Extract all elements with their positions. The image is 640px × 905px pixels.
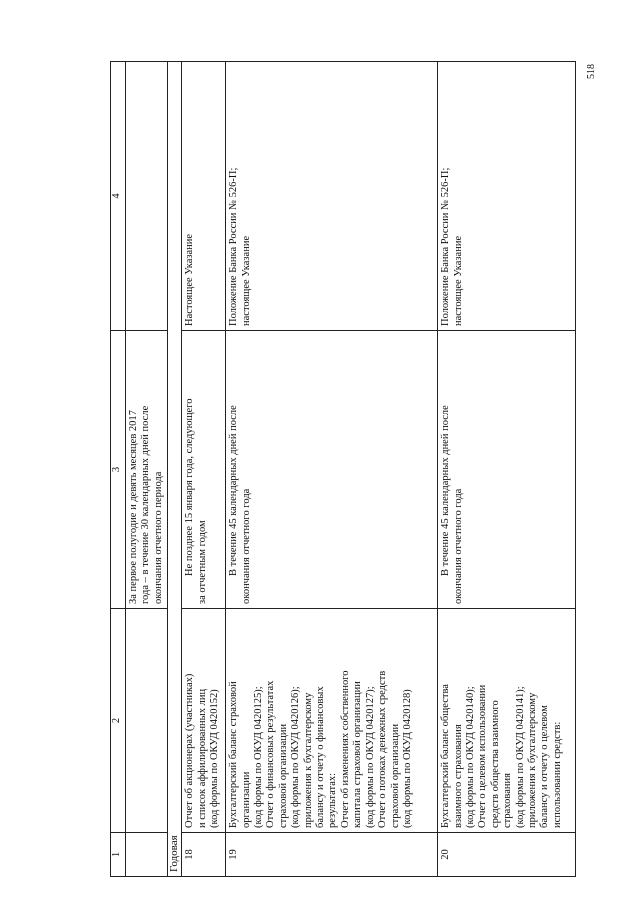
continuation-line: окончания отчетного периода (152, 471, 164, 604)
text-line: окончания отчетного года (240, 488, 252, 604)
continuation-line: За первое полугодие и девять месяцев 2017 (128, 410, 139, 604)
basis-cell (226, 62, 438, 331)
text-line: приложения к бухгалтерскому (302, 692, 314, 828)
continuation-line: года – в течение 30 календарных дней после (140, 405, 152, 604)
text-line: за отчетным годом (196, 520, 208, 604)
text-line: Бухгалтерский баланс страховой (228, 681, 240, 828)
continuation-col1 (126, 833, 168, 877)
text-line: (код формы по ОКУД 0420125); (253, 686, 265, 828)
text-line: использовании средств: (551, 721, 563, 828)
deadline-cell (438, 331, 576, 609)
text-line: (код формы по ОКУД 0420152) (209, 689, 221, 828)
continuation-col3 (126, 331, 168, 609)
text-line: Отчет об изменениях собственного (339, 670, 351, 828)
text-line: средств общества взаимного (489, 700, 501, 828)
header-col-2: 2 (111, 609, 126, 833)
text-line: страхования (502, 773, 514, 828)
text-line: окончания отчетного года (452, 488, 464, 604)
continuation-row (126, 62, 168, 877)
text-line: (код формы по ОКУД 0420141); (514, 686, 526, 828)
text-line: балансу и отчету о целевом (539, 705, 551, 828)
text-line: Отчет о потоках денежных средств (377, 670, 389, 828)
form-name-cell (182, 609, 226, 833)
header-col-3: 3 (111, 331, 126, 609)
text-line: Настоящее Указание (184, 233, 196, 326)
form-name-cell (226, 609, 438, 833)
form-name-cell (438, 609, 576, 833)
text-line: организации (240, 771, 252, 828)
text-line: Отчет о целевом использовании (477, 684, 489, 828)
header-col-4: 4 (111, 62, 126, 331)
basis-cell (438, 62, 576, 331)
text-line: взаимного страхования (452, 724, 464, 828)
header-col-1: 1 (111, 833, 126, 877)
text-line: Бухгалтерский баланс общества (440, 684, 452, 828)
text-line: В течение 45 календарных дней после (228, 405, 240, 576)
text-line: (код формы по ОКУД 0420127); (364, 686, 376, 828)
text-line: настоящее Указание (240, 235, 252, 326)
text-line: (код формы по ОКУД 0420140); (465, 686, 477, 828)
row-number: 20 (438, 833, 576, 877)
text-line: В течение 45 календарных дней после (440, 405, 452, 576)
row-number: 18 (182, 833, 226, 877)
continuation-col2 (126, 609, 168, 833)
deadline-cell (226, 331, 438, 609)
page-number: 518 (586, 64, 597, 79)
reporting-table (110, 61, 576, 877)
section-label: Годовая (168, 62, 182, 877)
text-line: капитала страховой организации (352, 681, 364, 828)
text-line: Положение Банка России № 526-П; (440, 167, 452, 326)
basis-cell (182, 62, 226, 331)
row-number: 19 (226, 833, 438, 877)
text-line: Положение Банка России № 526-П; (228, 167, 240, 326)
deadline-cell (182, 331, 226, 609)
text-line: страховой организации (277, 723, 289, 828)
text-line: приложения к бухгалтерскому (527, 692, 539, 828)
text-line: и список аффилированных лиц (196, 688, 208, 828)
rotated-page (110, 62, 590, 877)
text-line: Отчет о финансовых результатах (265, 680, 277, 828)
table-row (438, 62, 576, 877)
header-row (111, 62, 126, 877)
text-line: Отчет об акционерах (участниках) (184, 673, 196, 828)
text-line: страховой организации (389, 723, 401, 828)
text-line: настоящее Указание (452, 235, 464, 326)
section-row (168, 62, 182, 877)
text-line: (код формы по ОКУД 0420128) (401, 689, 413, 828)
text-line: Не позднее 15 января года, следующего (184, 398, 196, 576)
table-row (182, 62, 226, 877)
table-row (226, 62, 438, 877)
text-line: результатах: (327, 772, 339, 828)
continuation-col4 (126, 62, 168, 331)
text-line: (код формы по ОКУД 0420126); (290, 686, 302, 828)
text-line: балансу и отчету о финансовых (315, 686, 327, 828)
